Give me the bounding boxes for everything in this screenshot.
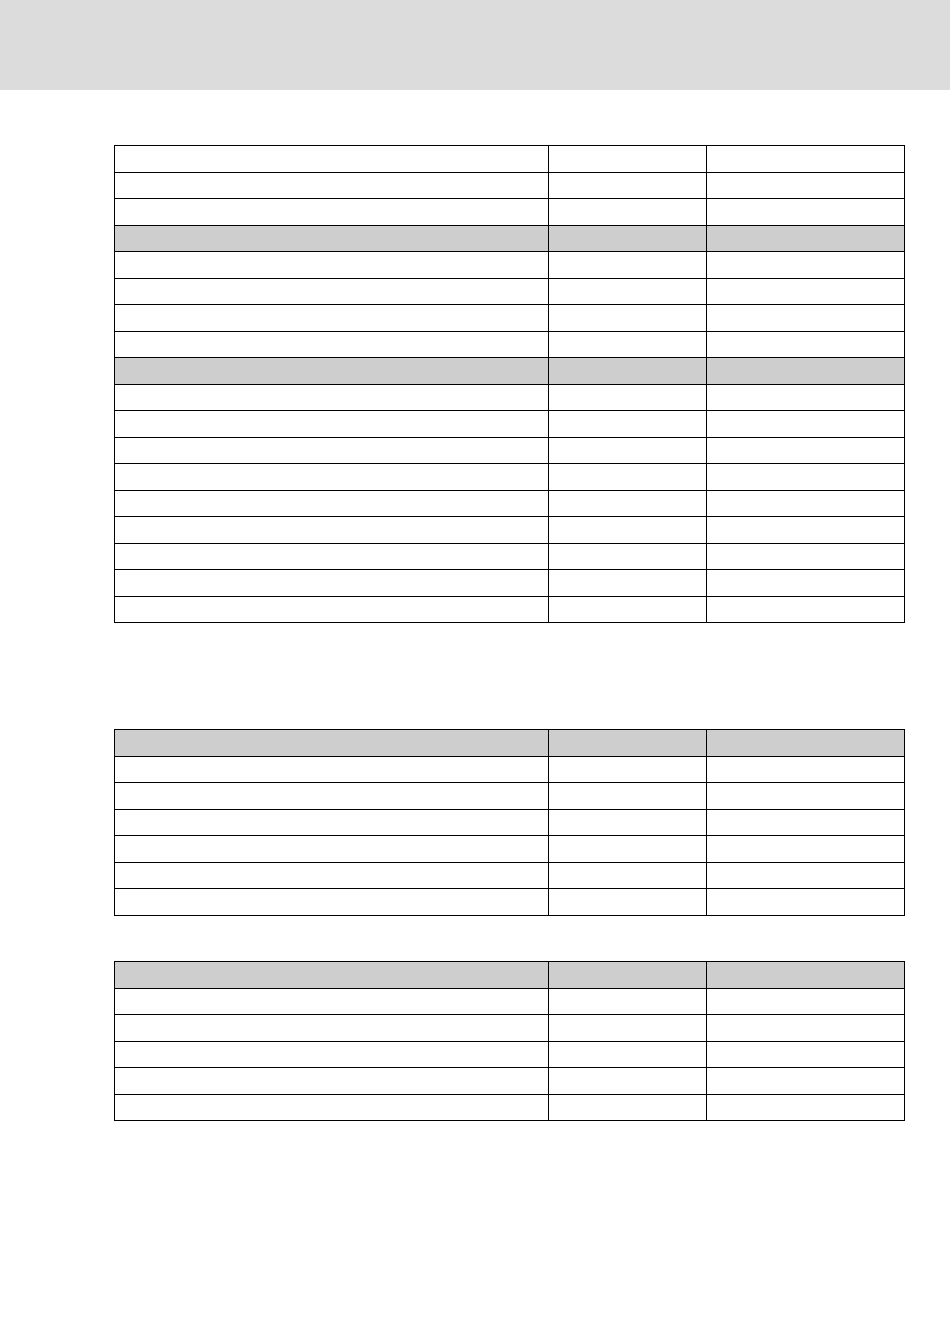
table-cell [549, 199, 707, 226]
table-row [115, 570, 905, 597]
table-cell [549, 411, 707, 438]
table-row [115, 783, 905, 810]
table-cell [549, 146, 707, 173]
table-cell [549, 517, 707, 544]
table-cell [115, 596, 549, 623]
table-cell [115, 517, 549, 544]
table-cell [115, 1041, 549, 1068]
table-cell [115, 199, 549, 226]
table-cell [549, 570, 707, 597]
table-cell [549, 1015, 707, 1042]
table-row [115, 756, 905, 783]
table-cell [707, 490, 905, 517]
table-cell [549, 225, 707, 252]
table-cell [707, 862, 905, 889]
data-table-2 [114, 729, 905, 916]
table-cell [115, 1094, 549, 1121]
table-cell [549, 358, 707, 385]
table-cell [115, 543, 549, 570]
table-cell [549, 756, 707, 783]
table-cell [707, 730, 905, 757]
table-cell [707, 1094, 905, 1121]
table-cell [115, 358, 549, 385]
table-cell [549, 172, 707, 199]
table-cell [549, 596, 707, 623]
table-cell [707, 543, 905, 570]
table-cell [115, 889, 549, 916]
table-cell [707, 596, 905, 623]
table-cell [115, 1015, 549, 1042]
table-cell [115, 756, 549, 783]
table-section-header-row [115, 225, 905, 252]
table-cell [707, 809, 905, 836]
table-row [115, 543, 905, 570]
table-cell [115, 570, 549, 597]
table-cell [707, 278, 905, 305]
table-cell [549, 305, 707, 332]
table-cell [115, 225, 549, 252]
table-cell [549, 490, 707, 517]
table-cell [115, 252, 549, 279]
table-row [115, 809, 905, 836]
table-row [115, 199, 905, 226]
table-cell [707, 437, 905, 464]
table-row [115, 146, 905, 173]
table-cell [549, 543, 707, 570]
table-cell [549, 862, 707, 889]
table-cell [707, 517, 905, 544]
table-cell [549, 1094, 707, 1121]
table-cell [707, 464, 905, 491]
table-cell [549, 384, 707, 411]
table-cell [549, 1041, 707, 1068]
table-cell [115, 988, 549, 1015]
table-cell [707, 570, 905, 597]
table-section-header-row [115, 962, 905, 989]
table-row [115, 437, 905, 464]
table-cell [115, 809, 549, 836]
data-table-3 [114, 961, 905, 1121]
table-cell [707, 988, 905, 1015]
table-cell [707, 1068, 905, 1095]
table-cell [115, 305, 549, 332]
table-cell [549, 331, 707, 358]
table-row [115, 1041, 905, 1068]
table-row [115, 1015, 905, 1042]
table-cell [707, 225, 905, 252]
table-cell [707, 305, 905, 332]
table-cell [115, 437, 549, 464]
table-cell [707, 1041, 905, 1068]
table-cell [115, 411, 549, 438]
table-cell [707, 252, 905, 279]
table-cell [707, 836, 905, 863]
table-row [115, 517, 905, 544]
table-cell [549, 889, 707, 916]
table-cell [707, 358, 905, 385]
table-section-header-row [115, 730, 905, 757]
page-header-band [0, 0, 950, 90]
table-cell [549, 988, 707, 1015]
table-row [115, 836, 905, 863]
table-cell [707, 962, 905, 989]
table-row [115, 172, 905, 199]
table-cell [707, 889, 905, 916]
table-cell [707, 199, 905, 226]
table-row [115, 988, 905, 1015]
table-cell [549, 809, 707, 836]
table-cell [115, 783, 549, 810]
table-cell [549, 252, 707, 279]
table-cell [707, 146, 905, 173]
table-cell [549, 1068, 707, 1095]
table-row [115, 411, 905, 438]
table-cell [115, 962, 549, 989]
table-cell [115, 1068, 549, 1095]
table-cell [549, 278, 707, 305]
data-table-1 [114, 145, 905, 623]
table-cell [707, 783, 905, 810]
table-cell [549, 437, 707, 464]
table-row [115, 331, 905, 358]
table-cell [707, 411, 905, 438]
table-row [115, 1094, 905, 1121]
table-section-header-row [115, 358, 905, 385]
table-cell [115, 730, 549, 757]
table-row [115, 1068, 905, 1095]
table-cell [115, 146, 549, 173]
table-cell [707, 172, 905, 199]
table-row [115, 490, 905, 517]
table-cell [115, 490, 549, 517]
table-row [115, 305, 905, 332]
table-cell [549, 730, 707, 757]
table-row [115, 384, 905, 411]
table-cell [707, 331, 905, 358]
table-cell [115, 862, 549, 889]
table-cell [549, 783, 707, 810]
table-cell [115, 836, 549, 863]
table-cell [549, 836, 707, 863]
table-row [115, 278, 905, 305]
table-cell [707, 384, 905, 411]
table-row [115, 252, 905, 279]
table-row [115, 862, 905, 889]
table-cell [549, 962, 707, 989]
table-cell [549, 464, 707, 491]
table-cell [115, 384, 549, 411]
table-cell [707, 756, 905, 783]
table-cell [115, 172, 549, 199]
table-row [115, 464, 905, 491]
table-cell [115, 331, 549, 358]
table-row [115, 596, 905, 623]
table-row [115, 889, 905, 916]
table-cell [707, 1015, 905, 1042]
table-cell [115, 278, 549, 305]
table-cell [115, 464, 549, 491]
